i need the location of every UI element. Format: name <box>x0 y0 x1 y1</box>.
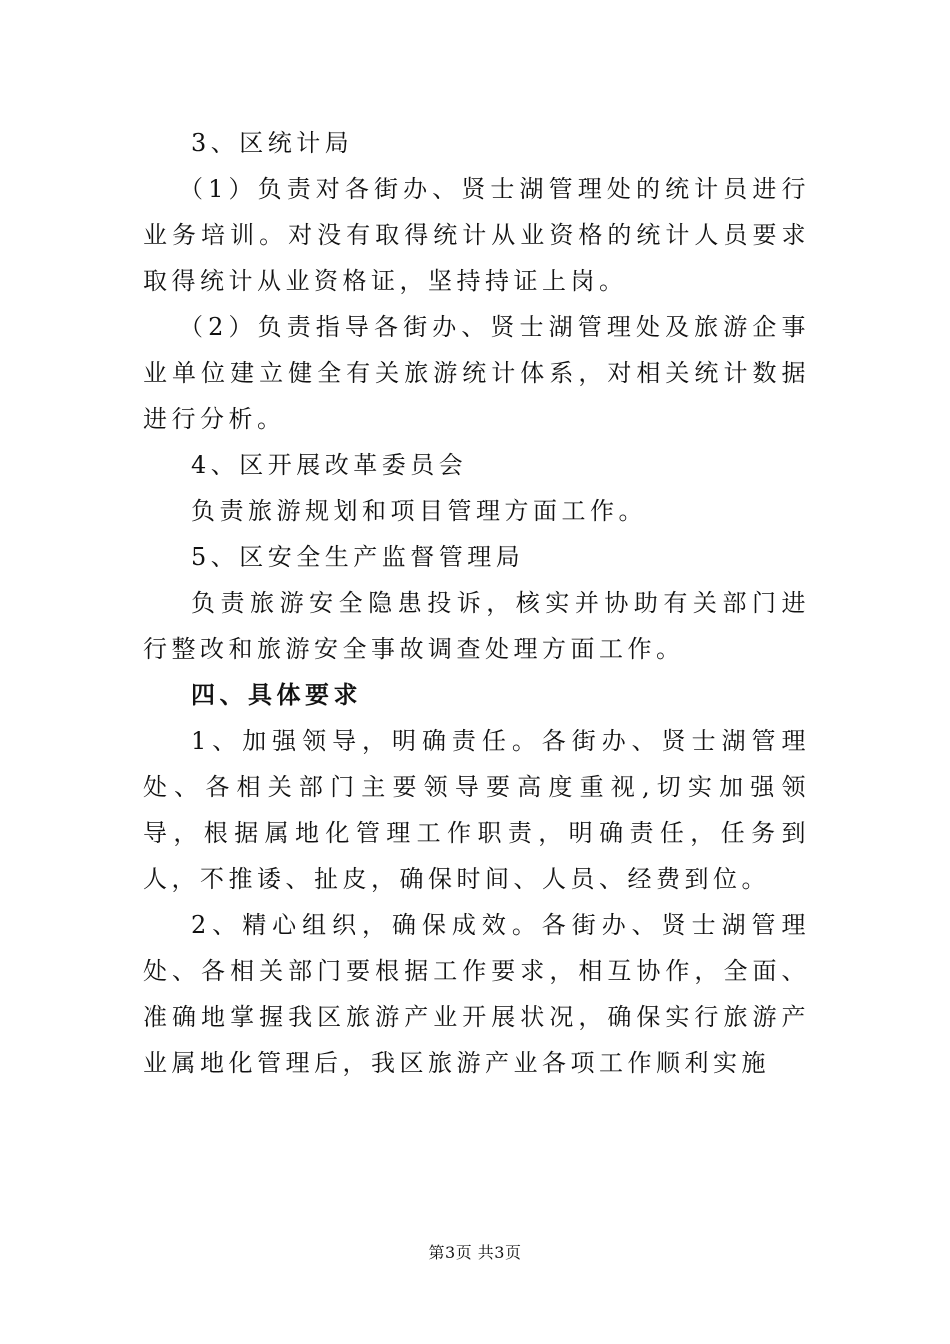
section-heading-requirements: 四、具体要求 <box>191 680 362 709</box>
paragraph-section-4-heading: 4、区开展改革委员会 <box>191 451 468 479</box>
paragraph-safety-duty: 负责旅游安全隐患投诉，核实并协助有关部门进行整改和旅游安全事故调查处理方面工作。 <box>143 589 810 663</box>
paragraph-section-5-heading: 5、区安全生产监督管理局 <box>191 543 525 571</box>
paragraph-requirement-2: 2、精心组织，确保成效。各街办、贤士湖管理处、各相关部门要根据工作要求，相互协作，全面、准确地掌握我区旅游产业开展状况，确保实行旅游产业属地化管理后，我区旅游产业各项工作顺利实施 <box>143 911 810 1077</box>
document-body <box>143 120 810 1086</box>
paragraph-statistics-system: （2）负责指导各街办、贤士湖管理处及旅游企事业单位建立健全有关旅游统计体系，对相关统计数据进行分析。 <box>143 313 810 433</box>
paragraph-requirement-1: 1、加强领导，明确责任。各街办、贤士湖管理处、各相关部门主要领导要高度重视,切实加强领导，根据属地化管理工作职责，明确责任，任务到人，不推诿、扯皮，确保时间、人员、经费到位。 <box>143 727 810 893</box>
paragraph-statistics-training: （1）负责对各街办、贤士湖管理处的统计员进行业务培训。对没有取得统计从业资格的统计人员要求取得统计从业资格证，坚持持证上岗。 <box>143 175 810 295</box>
page-number-footer: 第3页 共3页 <box>428 1243 522 1262</box>
paragraph-section-3-heading: 3、区统计局 <box>191 129 354 157</box>
paragraph-planning-duty: 负责旅游规划和项目管理方面工作。 <box>191 497 647 525</box>
